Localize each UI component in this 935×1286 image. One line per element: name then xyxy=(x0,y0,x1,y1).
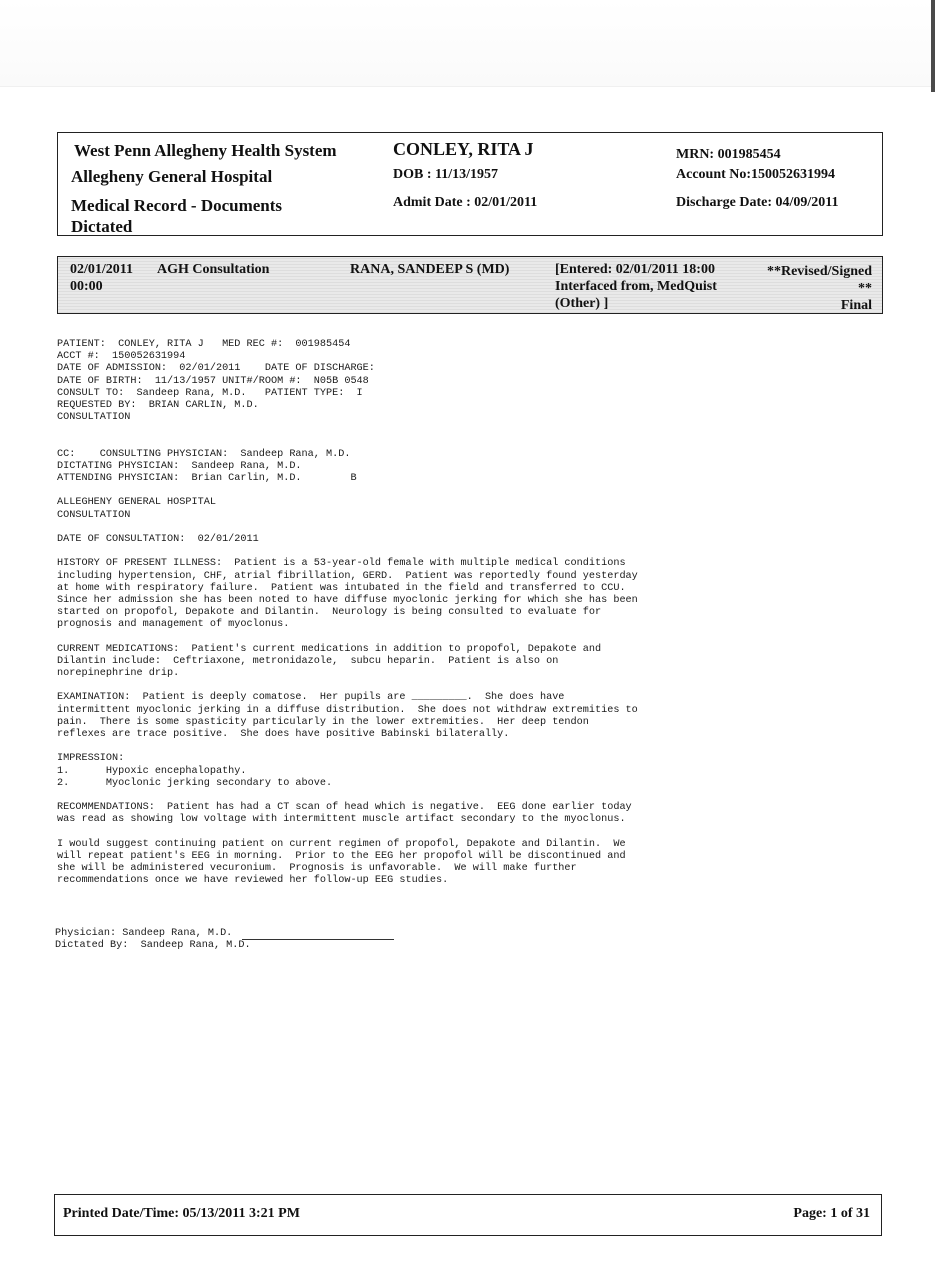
status-line-1: **Revised/Signed xyxy=(766,264,872,279)
medications-line: CURRENT MEDICATIONS: Patient's current medications in addition to propofol, Depakote and xyxy=(57,643,602,655)
document-entry-bar xyxy=(57,256,883,314)
history-line: started on propofol, Depakote and Dilantin. Neurology is being consulted to evaluate for xyxy=(57,607,602,619)
entry-date: 02/01/2011 xyxy=(70,262,134,277)
patient-name: CONLEY, RITA J xyxy=(393,139,534,159)
history-line: at home with respiratory failure. Patient was intubated in the field and transferred to CCU. xyxy=(57,582,626,594)
impression-item: 2. Myoclonic jerking secondary to above. xyxy=(57,777,333,789)
recommendations-line: was read as showing low voltage with intermittent muscle artifact secondary to the myoclonus. xyxy=(57,814,626,826)
examination-line: reflexes are trace positive. She does have positive Babinski bilaterally. xyxy=(57,729,510,741)
entered-line-1: [Entered: 02/01/2011 18:00 xyxy=(555,262,715,277)
patient-dob: DOB : 11/13/1957 xyxy=(393,167,499,182)
health-system-name: West Penn Allegheny Health System xyxy=(74,141,337,160)
scan-edge-mark xyxy=(931,0,935,92)
medications-line: Dilantin include: Ceftriaxone, metronidazole, subcu heparin. Patient is also on xyxy=(57,655,559,667)
medications-line: norepinephrine drip. xyxy=(57,668,180,680)
account-number: Account No:150052631994 xyxy=(676,167,836,182)
attending-physician-line: ATTENDING PHYSICIAN: Brian Carlin, M.D. B xyxy=(57,473,357,485)
entered-line-3: (Other) ] xyxy=(555,296,609,311)
examination-line: EXAMINATION: Patient is deeply comatose. Her pupils are _________. She does have xyxy=(57,692,565,704)
admission-line: DATE OF ADMISSION: 02/01/2011 DATE OF DISCHARGE: xyxy=(57,363,375,375)
record-type-line-2: Dictated xyxy=(71,217,133,236)
printed-datetime: Printed Date/Time: 05/13/2011 3:21 PM xyxy=(63,1206,300,1221)
history-line: including hypertension, CHF, atrial fibrillation, GERD. Patient was reportedly found yesterday xyxy=(57,570,638,582)
consultation-label-2: CONSULTATION xyxy=(57,509,131,521)
admit-date: Admit Date : 02/01/2011 xyxy=(393,195,538,210)
consultation-date-line: DATE OF CONSULTATION: 02/01/2011 xyxy=(57,534,259,546)
record-header xyxy=(57,132,883,236)
consultation-label: CONSULTATION xyxy=(57,412,131,424)
entry-time: 00:00 xyxy=(70,279,103,294)
record-type-line-1: Medical Record - Documents xyxy=(71,196,283,215)
discharge-date: Discharge Date: 04/09/2011 xyxy=(676,195,839,210)
plan-line: she will be administered vecuronium. Prognosis is unfavorable. We will make further xyxy=(57,863,577,875)
acct-line: ACCT #: 150052631994 xyxy=(57,351,186,363)
consult-to-line: CONSULT TO: Sandeep Rana, M.D. PATIENT TYPE: I xyxy=(57,387,363,399)
patient-line: PATIENT: CONLEY, RITA J MED REC #: 001985454 xyxy=(57,339,351,350)
history-line: prognosis and management of myoclonus. xyxy=(57,619,290,631)
dictated-by-line: Dictated By: Sandeep Rana, M.D. xyxy=(55,940,251,952)
hospital-label: ALLEGHENY GENERAL HOSPITAL xyxy=(57,497,216,509)
entry-entered-info xyxy=(555,261,717,312)
plan-line: recommendations once we have reviewed her follow-up EEG studies. xyxy=(57,875,449,887)
history-line: Since her admission she has been noted to have diffuse myoclonic jerking for which she has been xyxy=(57,594,638,606)
birth-line: DATE OF BIRTH: 11/13/1957 UNIT#/ROOM #: N05B 0548 xyxy=(57,375,369,387)
scan-top-margin xyxy=(0,0,935,87)
record-type xyxy=(71,195,282,237)
signature-rule xyxy=(242,939,394,940)
recommendations-line: RECOMMENDATIONS: Patient has had a CT scan of head which is negative. EEG done earlier today xyxy=(57,802,632,814)
history-line: HISTORY OF PRESENT ILLNESS: Patient is a 53-year-old female with multiple medical conditions xyxy=(57,558,626,570)
physician-signature-line xyxy=(55,928,394,940)
entry-physician: RANA, SANDEEP S (MD) xyxy=(350,262,510,277)
page-number: Page: 1 of 31 xyxy=(793,1206,870,1221)
mrn: MRN: 001985454 xyxy=(676,147,781,162)
entry-datetime xyxy=(70,261,133,295)
entry-status xyxy=(767,263,872,314)
impression-heading: IMPRESSION: xyxy=(57,753,125,765)
dictating-physician-line: DICTATING PHYSICIAN: Sandeep Rana, M.D. xyxy=(57,460,302,472)
requested-by-line: REQUESTED BY: BRIAN CARLIN, M.D. xyxy=(57,399,259,411)
examination-line: pain. There is some spasticity particularly in the lower extremities. Her deep tendon xyxy=(57,716,589,728)
cc-line: CC: CONSULTING PHYSICIAN: Sandeep Rana, M.D. xyxy=(57,448,351,460)
consultation-text xyxy=(57,339,817,887)
plan-line: will repeat patient's EEG in morning. Prior to the EEG her propofol will be discontinued and xyxy=(57,850,626,862)
status-line-2: ** xyxy=(858,281,872,296)
signature-block xyxy=(55,928,394,952)
status-line-3: Final xyxy=(840,298,872,313)
impression-item: 1. Hypoxic encephalopathy. xyxy=(57,765,247,777)
hospital-name: Allegheny General Hospital xyxy=(71,167,273,186)
print-footer xyxy=(54,1194,882,1236)
entered-line-2: Interfaced from, MedQuist xyxy=(555,279,717,294)
examination-line: intermittent myoclonic jerking in a diffuse distribution. She does not withdraw extremities to xyxy=(57,704,638,716)
physician-signature-label: Physician: Sandeep Rana, M.D. xyxy=(55,928,233,939)
plan-line: I would suggest continuing patient on current regimen of propofol, Depakote and Dilantin. We xyxy=(57,838,626,850)
entry-doc-type: AGH Consultation xyxy=(157,262,270,277)
